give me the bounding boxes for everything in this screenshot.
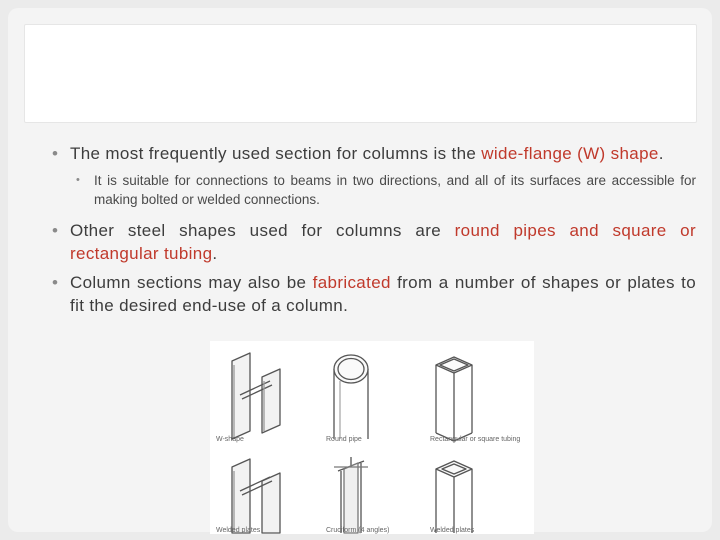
caption-welded-plates: Welded plates — [216, 527, 261, 534]
welded-plates-icon — [232, 459, 280, 533]
caption-w-shape: W-shape — [216, 436, 244, 443]
bullet-2-text-start: Other steel shapes used for columns are — [70, 221, 455, 240]
bullet-marker: • — [76, 174, 80, 186]
bullet-1-highlight: wide-flange (W) shape — [481, 144, 659, 163]
bullet-marker: • — [52, 273, 59, 292]
caption-rect-tubing: Rectangular or square tubing — [430, 436, 521, 443]
title-placeholder — [24, 24, 697, 123]
cruciform-icon — [334, 457, 368, 533]
welded-box-icon — [436, 461, 472, 533]
bullet-1-text-end: . — [658, 144, 664, 163]
column-sections-figure — [210, 341, 534, 534]
bullet-2 — [52, 219, 696, 265]
rect-tubing-icon — [436, 357, 472, 441]
bullet-marker: • — [52, 144, 59, 163]
bullet-3 — [52, 271, 696, 317]
w-shape-icon — [232, 353, 280, 439]
caption-round-pipe: Round pipe — [326, 436, 362, 443]
bullet-3-text-start: Column sections may also be — [70, 273, 313, 292]
bullet-marker: • — [52, 221, 59, 240]
bullet-2-highlight: round pipes and square or rectangular tubing — [70, 221, 696, 263]
bullet-3-text-end: from a number of shapes or plates to fit the desired end-use of a column. — [70, 273, 696, 315]
caption-cruciform: Cruciform (4 angles) — [326, 527, 390, 534]
bullet-1-text-start: The most frequently used section for columns is the — [70, 144, 482, 163]
round-pipe-icon — [334, 355, 368, 439]
sub-bullet-1-text: It is suitable for connections to beams in two directions, and all of its surfaces are accessible for making bolted or welded connections. — [94, 173, 696, 207]
bullet-3-highlight: fabricated — [312, 273, 391, 292]
bullet-2-text-end: . — [212, 244, 218, 263]
sub-bullet-1 — [76, 171, 696, 209]
slide-body — [52, 142, 696, 323]
caption-welded-plates-2: Welded plates — [430, 527, 475, 534]
bullet-1 — [52, 142, 696, 165]
